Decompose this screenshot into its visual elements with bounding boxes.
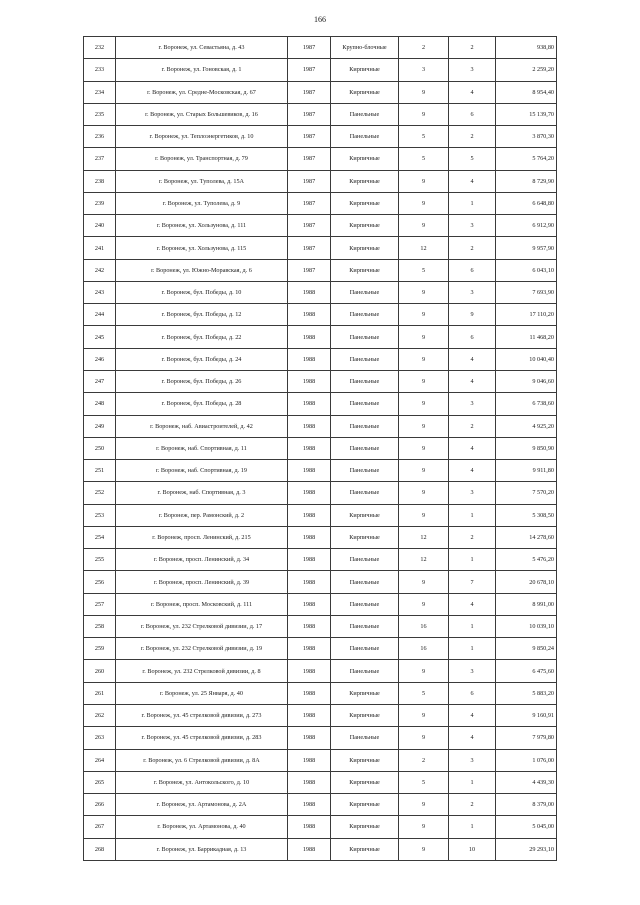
year-cell: 1987 <box>288 126 331 148</box>
area-cell: 4 925,20 <box>496 415 557 437</box>
wall-material-cell: Панельные <box>331 660 399 682</box>
row-number: 264 <box>84 749 116 771</box>
page-number: 166 <box>314 15 326 24</box>
table-row <box>84 571 557 593</box>
area-cell: 9 911,80 <box>496 460 557 482</box>
wall-material-cell: Кирпичные <box>331 148 399 170</box>
wall-material-cell: Кирпичные <box>331 59 399 81</box>
entrances-cell: 5 <box>449 148 496 170</box>
entrances-cell: 1 <box>449 615 496 637</box>
table-row <box>84 838 557 860</box>
floors-cell: 9 <box>399 281 449 303</box>
year-cell: 1988 <box>288 460 331 482</box>
address-cell: г. Воронеж, просп. Ленинский, д. 215 <box>116 526 288 548</box>
year-cell: 1988 <box>288 660 331 682</box>
floors-cell: 9 <box>399 593 449 615</box>
floors-cell: 3 <box>399 59 449 81</box>
floors-cell: 5 <box>399 126 449 148</box>
table-row <box>84 704 557 726</box>
row-number: 260 <box>84 660 116 682</box>
table-row <box>84 215 557 237</box>
entrances-cell: 3 <box>449 749 496 771</box>
address-cell: г. Воронеж, ул. Старых Большевиков, д. 16 <box>116 103 288 125</box>
row-number: 244 <box>84 304 116 326</box>
row-number: 259 <box>84 638 116 660</box>
row-number: 251 <box>84 460 116 482</box>
area-cell: 9 957,90 <box>496 237 557 259</box>
table-row <box>84 638 557 660</box>
address-cell: г. Воронеж, ул. 45 стрелковой дивизии, д. 273 <box>116 704 288 726</box>
address-cell: г. Воронеж, бул. Победы, д. 12 <box>116 304 288 326</box>
row-number: 242 <box>84 259 116 281</box>
area-cell: 4 439,30 <box>496 771 557 793</box>
area-cell: 2 259,20 <box>496 59 557 81</box>
entrances-cell: 10 <box>449 838 496 860</box>
table-row <box>84 370 557 392</box>
year-cell: 1988 <box>288 393 331 415</box>
table-row <box>84 437 557 459</box>
table-row <box>84 304 557 326</box>
address-cell: г. Воронеж, ул. 6 Стрелковой дивизии, д. 8А <box>116 749 288 771</box>
floors-cell: 12 <box>399 237 449 259</box>
row-number: 243 <box>84 281 116 303</box>
area-cell: 10 040,40 <box>496 348 557 370</box>
row-number: 257 <box>84 593 116 615</box>
year-cell: 1988 <box>288 326 331 348</box>
year-cell: 1987 <box>288 37 331 59</box>
row-number: 232 <box>84 37 116 59</box>
table-row <box>84 126 557 148</box>
wall-material-cell: Панельные <box>331 460 399 482</box>
address-cell: г. Воронеж, ул. Хользунова, д. 111 <box>116 215 288 237</box>
year-cell: 1987 <box>288 59 331 81</box>
area-cell: 5 883,20 <box>496 682 557 704</box>
row-number: 256 <box>84 571 116 593</box>
address-cell: г. Воронеж, наб. Авиастроителей, д. 42 <box>116 415 288 437</box>
row-number: 249 <box>84 415 116 437</box>
area-cell: 8 991,00 <box>496 593 557 615</box>
table-row <box>84 727 557 749</box>
area-cell: 9 046,60 <box>496 370 557 392</box>
address-cell: г. Воронеж, ул. Гоновская, д. 1 <box>116 59 288 81</box>
year-cell: 1988 <box>288 682 331 704</box>
area-cell: 10 039,10 <box>496 615 557 637</box>
entrances-cell: 3 <box>449 281 496 303</box>
year-cell: 1987 <box>288 237 331 259</box>
address-cell: г. Воронеж, бул. Победы, д. 22 <box>116 326 288 348</box>
wall-material-cell: Панельные <box>331 727 399 749</box>
floors-cell: 9 <box>399 504 449 526</box>
table-row <box>84 148 557 170</box>
address-cell: г. Воронеж, ул. 232 Стрелковой дивизии, д. 17 <box>116 615 288 637</box>
wall-material-cell: Кирпичные <box>331 170 399 192</box>
address-cell: г. Воронеж, ул. Транспортная, д. 79 <box>116 148 288 170</box>
wall-material-cell: Панельные <box>331 415 399 437</box>
floors-cell: 9 <box>399 415 449 437</box>
address-cell: г. Воронеж, ул. Антокольского, д. 10 <box>116 771 288 793</box>
year-cell: 1988 <box>288 304 331 326</box>
floors-cell: 9 <box>399 103 449 125</box>
area-cell: 8 729,90 <box>496 170 557 192</box>
area-cell: 11 468,20 <box>496 326 557 348</box>
address-cell: г. Воронеж, ул. Севастьяна, д. 43 <box>116 37 288 59</box>
entrances-cell: 2 <box>449 415 496 437</box>
year-cell: 1988 <box>288 571 331 593</box>
wall-material-cell: Кирпичные <box>331 259 399 281</box>
address-cell: г. Воронеж, бул. Победы, д. 26 <box>116 370 288 392</box>
wall-material-cell: Кирпичные <box>331 749 399 771</box>
address-cell: г. Воронеж, пер. Рамонский, д. 2 <box>116 504 288 526</box>
floors-cell: 2 <box>399 37 449 59</box>
row-number: 235 <box>84 103 116 125</box>
wall-material-cell: Панельные <box>331 482 399 504</box>
wall-material-cell: Крупно-блочные <box>331 37 399 59</box>
table-row <box>84 81 557 103</box>
row-number: 261 <box>84 682 116 704</box>
wall-material-cell: Панельные <box>331 348 399 370</box>
wall-material-cell: Панельные <box>331 393 399 415</box>
entrances-cell: 3 <box>449 660 496 682</box>
row-number: 239 <box>84 192 116 214</box>
address-cell: г. Воронеж, ул. Средне-Московская, д. 67 <box>116 81 288 103</box>
address-cell: г. Воронеж, бул. Победы, д. 24 <box>116 348 288 370</box>
year-cell: 1987 <box>288 103 331 125</box>
table-row <box>84 615 557 637</box>
address-cell: г. Воронеж, ул. Артамонова, д. 40 <box>116 816 288 838</box>
floors-cell: 5 <box>399 148 449 170</box>
table-row <box>84 103 557 125</box>
entrances-cell: 7 <box>449 571 496 593</box>
entrances-cell: 2 <box>449 794 496 816</box>
year-cell: 1988 <box>288 526 331 548</box>
row-number: 245 <box>84 326 116 348</box>
table-row <box>84 37 557 59</box>
row-number: 268 <box>84 838 116 860</box>
area-cell: 5 764,20 <box>496 148 557 170</box>
entrances-cell: 4 <box>449 460 496 482</box>
entrances-cell: 4 <box>449 348 496 370</box>
area-cell: 29 293,10 <box>496 838 557 860</box>
entrances-cell: 4 <box>449 593 496 615</box>
address-cell: г. Воронеж, просп. Московский, д. 111 <box>116 593 288 615</box>
address-cell: г. Воронеж, наб. Спортивная, д. 3 <box>116 482 288 504</box>
wall-material-cell: Панельные <box>331 571 399 593</box>
wall-material-cell: Панельные <box>331 281 399 303</box>
wall-material-cell: Кирпичные <box>331 192 399 214</box>
wall-material-cell: Кирпичные <box>331 838 399 860</box>
wall-material-cell: Панельные <box>331 437 399 459</box>
year-cell: 1988 <box>288 415 331 437</box>
wall-material-cell: Кирпичные <box>331 526 399 548</box>
year-cell: 1987 <box>288 192 331 214</box>
floors-cell: 9 <box>399 571 449 593</box>
year-cell: 1988 <box>288 704 331 726</box>
address-cell: г. Воронеж, ул. Туполева, д. 15А <box>116 170 288 192</box>
table-row <box>84 259 557 281</box>
entrances-cell: 4 <box>449 704 496 726</box>
entrances-cell: 1 <box>449 816 496 838</box>
year-cell: 1988 <box>288 838 331 860</box>
area-cell: 1 076,00 <box>496 749 557 771</box>
table-row <box>84 660 557 682</box>
row-number: 266 <box>84 794 116 816</box>
row-number: 240 <box>84 215 116 237</box>
wall-material-cell: Кирпичные <box>331 81 399 103</box>
entrances-cell: 3 <box>449 393 496 415</box>
table-row <box>84 348 557 370</box>
year-cell: 1988 <box>288 593 331 615</box>
year-cell: 1988 <box>288 727 331 749</box>
entrances-cell: 4 <box>449 81 496 103</box>
address-cell: г. Воронеж, наб. Спортивная, д. 19 <box>116 460 288 482</box>
floors-cell: 9 <box>399 838 449 860</box>
table-row <box>84 593 557 615</box>
address-cell: г. Воронеж, ул. 232 Стрелковой дивизии, д. 8 <box>116 660 288 682</box>
entrances-cell: 2 <box>449 526 496 548</box>
entrances-cell: 6 <box>449 682 496 704</box>
floors-cell: 16 <box>399 615 449 637</box>
row-number: 258 <box>84 615 116 637</box>
year-cell: 1988 <box>288 615 331 637</box>
table-row <box>84 482 557 504</box>
table-row <box>84 170 557 192</box>
table-row <box>84 771 557 793</box>
floors-cell: 9 <box>399 727 449 749</box>
wall-material-cell: Панельные <box>331 549 399 571</box>
row-number: 250 <box>84 437 116 459</box>
row-number: 252 <box>84 482 116 504</box>
row-number: 255 <box>84 549 116 571</box>
floors-cell: 9 <box>399 816 449 838</box>
area-cell: 9 850,24 <box>496 638 557 660</box>
row-number: 236 <box>84 126 116 148</box>
address-cell: г. Воронеж, просп. Ленинский, д. 34 <box>116 549 288 571</box>
address-cell: г. Воронеж, ул. Хользунова, д. 115 <box>116 237 288 259</box>
floors-cell: 12 <box>399 549 449 571</box>
row-number: 262 <box>84 704 116 726</box>
table-row <box>84 281 557 303</box>
address-cell: г. Воронеж, ул. 45 стрелковой дивизии, д. 283 <box>116 727 288 749</box>
floors-cell: 9 <box>399 326 449 348</box>
row-number: 234 <box>84 81 116 103</box>
floors-cell: 5 <box>399 259 449 281</box>
address-cell: г. Воронеж, наб. Спортивная, д. 11 <box>116 437 288 459</box>
address-cell: г. Воронеж, ул. Туполева, д. 9 <box>116 192 288 214</box>
address-cell: г. Воронеж, бул. Победы, д. 10 <box>116 281 288 303</box>
table-row <box>84 393 557 415</box>
entrances-cell: 3 <box>449 215 496 237</box>
entrances-cell: 2 <box>449 237 496 259</box>
address-cell: г. Воронеж, просп. Ленинский, д. 39 <box>116 571 288 593</box>
area-cell: 15 139,70 <box>496 103 557 125</box>
floors-cell: 9 <box>399 304 449 326</box>
year-cell: 1988 <box>288 816 331 838</box>
entrances-cell: 3 <box>449 482 496 504</box>
row-number: 263 <box>84 727 116 749</box>
wall-material-cell: Кирпичные <box>331 215 399 237</box>
row-number: 247 <box>84 370 116 392</box>
row-number: 265 <box>84 771 116 793</box>
address-cell: г. Воронеж, ул. 25 Января, д. 40 <box>116 682 288 704</box>
year-cell: 1988 <box>288 482 331 504</box>
year-cell: 1988 <box>288 437 331 459</box>
area-cell: 6 475,60 <box>496 660 557 682</box>
year-cell: 1987 <box>288 215 331 237</box>
table-row <box>84 460 557 482</box>
address-cell: г. Воронеж, ул. Баррикадная, д. 13 <box>116 838 288 860</box>
table-row <box>84 816 557 838</box>
year-cell: 1988 <box>288 749 331 771</box>
row-number: 238 <box>84 170 116 192</box>
address-cell: г. Воронеж, ул. 232 Стрелковой дивизии, д. 19 <box>116 638 288 660</box>
year-cell: 1988 <box>288 771 331 793</box>
year-cell: 1988 <box>288 549 331 571</box>
floors-cell: 9 <box>399 660 449 682</box>
entrances-cell: 9 <box>449 304 496 326</box>
entrances-cell: 3 <box>449 59 496 81</box>
area-cell: 5 045,00 <box>496 816 557 838</box>
address-cell: г. Воронеж, ул. Южно-Моравская, д. 6 <box>116 259 288 281</box>
entrances-cell: 4 <box>449 370 496 392</box>
floors-cell: 9 <box>399 348 449 370</box>
entrances-cell: 6 <box>449 326 496 348</box>
floors-cell: 9 <box>399 482 449 504</box>
area-cell: 7 570,20 <box>496 482 557 504</box>
area-cell: 20 678,10 <box>496 571 557 593</box>
area-cell: 6 738,60 <box>496 393 557 415</box>
wall-material-cell: Панельные <box>331 593 399 615</box>
entrances-cell: 2 <box>449 37 496 59</box>
table-row <box>84 237 557 259</box>
table-row <box>84 794 557 816</box>
entrances-cell: 6 <box>449 103 496 125</box>
wall-material-cell: Панельные <box>331 326 399 348</box>
table-row <box>84 749 557 771</box>
area-cell: 3 870,30 <box>496 126 557 148</box>
area-cell: 7 979,80 <box>496 727 557 749</box>
row-number: 237 <box>84 148 116 170</box>
floors-cell: 9 <box>399 81 449 103</box>
floors-cell: 2 <box>399 749 449 771</box>
wall-material-cell: Кирпичные <box>331 682 399 704</box>
area-cell: 5 476,20 <box>496 549 557 571</box>
area-cell: 7 693,90 <box>496 281 557 303</box>
floors-cell: 9 <box>399 393 449 415</box>
year-cell: 1988 <box>288 281 331 303</box>
area-cell: 9 160,91 <box>496 704 557 726</box>
floors-cell: 16 <box>399 638 449 660</box>
year-cell: 1987 <box>288 148 331 170</box>
wall-material-cell: Кирпичные <box>331 771 399 793</box>
floors-cell: 5 <box>399 771 449 793</box>
area-cell: 5 308,50 <box>496 504 557 526</box>
address-cell: г. Воронеж, бул. Победы, д. 28 <box>116 393 288 415</box>
floors-cell: 9 <box>399 704 449 726</box>
year-cell: 1988 <box>288 504 331 526</box>
housing-registry-table <box>83 36 557 861</box>
table-row <box>84 549 557 571</box>
wall-material-cell: Панельные <box>331 370 399 392</box>
row-number: 253 <box>84 504 116 526</box>
wall-material-cell: Кирпичные <box>331 816 399 838</box>
floors-cell: 9 <box>399 437 449 459</box>
area-cell: 9 850,90 <box>496 437 557 459</box>
floors-cell: 9 <box>399 794 449 816</box>
area-cell: 14 278,60 <box>496 526 557 548</box>
entrances-cell: 1 <box>449 638 496 660</box>
address-cell: г. Воронеж, ул. Артамонова, д. 2А <box>116 794 288 816</box>
wall-material-cell: Панельные <box>331 126 399 148</box>
wall-material-cell: Кирпичные <box>331 237 399 259</box>
row-number: 241 <box>84 237 116 259</box>
year-cell: 1987 <box>288 81 331 103</box>
area-cell: 938,80 <box>496 37 557 59</box>
floors-cell: 9 <box>399 370 449 392</box>
entrances-cell: 2 <box>449 126 496 148</box>
table-row <box>84 192 557 214</box>
year-cell: 1988 <box>288 348 331 370</box>
entrances-cell: 1 <box>449 771 496 793</box>
area-cell: 6 648,80 <box>496 192 557 214</box>
area-cell: 8 954,40 <box>496 81 557 103</box>
entrances-cell: 1 <box>449 549 496 571</box>
floors-cell: 9 <box>399 215 449 237</box>
row-number: 233 <box>84 59 116 81</box>
entrances-cell: 4 <box>449 437 496 459</box>
row-number: 248 <box>84 393 116 415</box>
row-number: 267 <box>84 816 116 838</box>
wall-material-cell: Панельные <box>331 638 399 660</box>
floors-cell: 9 <box>399 460 449 482</box>
entrances-cell: 4 <box>449 170 496 192</box>
year-cell: 1987 <box>288 259 331 281</box>
table-row <box>84 526 557 548</box>
floors-cell: 9 <box>399 192 449 214</box>
floors-cell: 12 <box>399 526 449 548</box>
floors-cell: 5 <box>399 682 449 704</box>
wall-material-cell: Панельные <box>331 304 399 326</box>
table-row <box>84 326 557 348</box>
area-cell: 6 912,90 <box>496 215 557 237</box>
floors-cell: 9 <box>399 170 449 192</box>
table-row <box>84 59 557 81</box>
area-cell: 6 043,10 <box>496 259 557 281</box>
table-row <box>84 415 557 437</box>
year-cell: 1988 <box>288 794 331 816</box>
row-number: 246 <box>84 348 116 370</box>
wall-material-cell: Кирпичные <box>331 504 399 526</box>
entrances-cell: 1 <box>449 192 496 214</box>
entrances-cell: 4 <box>449 727 496 749</box>
table-row <box>84 504 557 526</box>
wall-material-cell: Панельные <box>331 615 399 637</box>
wall-material-cell: Панельные <box>331 103 399 125</box>
year-cell: 1988 <box>288 638 331 660</box>
year-cell: 1987 <box>288 170 331 192</box>
table-row <box>84 682 557 704</box>
address-cell: г. Воронеж, ул. Теплоэнергетиков, д. 10 <box>116 126 288 148</box>
area-cell: 17 110,20 <box>496 304 557 326</box>
wall-material-cell: Кирпичные <box>331 794 399 816</box>
row-number: 254 <box>84 526 116 548</box>
entrances-cell: 6 <box>449 259 496 281</box>
entrances-cell: 1 <box>449 504 496 526</box>
area-cell: 8 379,00 <box>496 794 557 816</box>
wall-material-cell: Кирпичные <box>331 704 399 726</box>
year-cell: 1988 <box>288 370 331 392</box>
